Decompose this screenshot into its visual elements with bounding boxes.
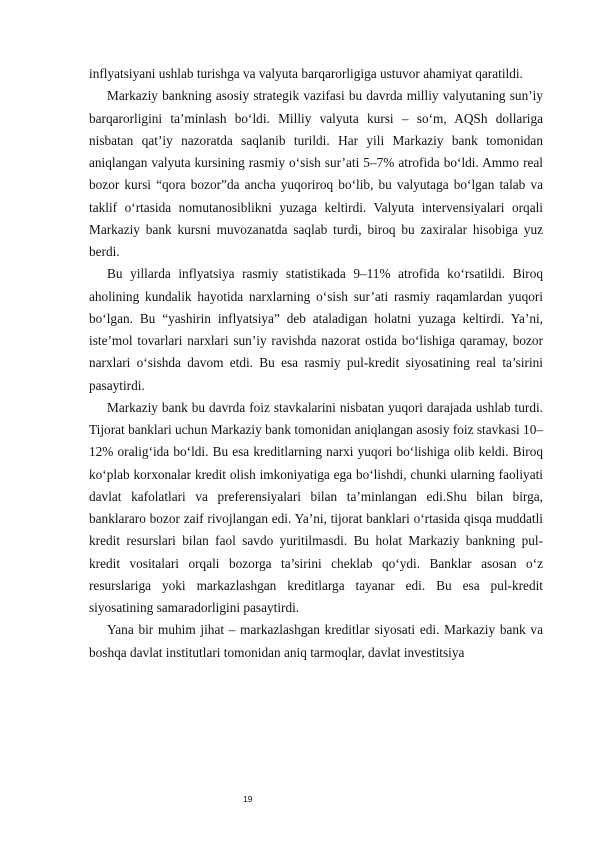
paragraph-central-bank-task: Markaziy bankning asosiy strategik vazifasi bu davrda milliy valyutaning sun’iy barqarorligini ta’minlash bo‘ldi. Milliy valyuta kursi – so‘m, AQSh dollariga nisbatan qat’iy nazoratda saqlanib turildi. Har yili Markaziy bank tomonidan aniqlangan valyuta kursining rasmiy o‘sish sur’ati 5–7% atrofida bo‘ldi. Ammo real bozor kursi “qora bozor”da ancha yuqoriroq bo‘lib, bu valyutaga bo‘lgan talab va taklif o‘rtasida nomutanosiblikni yuzaga keltirdi. Valyuta intervensiyalari orqali Markaziy bank kursni muvozanatda saqlab turdi, biroq bu zaxiralar hisobiga yuz berdi. — [89, 88, 543, 259]
paragraph-centralized-credit: Yana bir muhim jihat – markazlashgan kreditlar siyosati edi. Markaziy bank va boshqa davlat institutlari tomonidan aniq tarmoqlar, davlat investitsiya — [89, 622, 543, 660]
document-page — [89, 63, 543, 664]
paragraph-inflation: Bu yillarda inflyatsiya rasmiy statistikada 9–11% atrofida ko‘rsatildi. Biroq aholining kundalik hayotida narxlarning o‘sish sur’ati rasmiy raqamlardan yuqori bo‘lgan. Bu “yashirin inflyatsiya” deb ataladigan holatni yuzaga keltirdi. Ya’ni, iste’mol tovarlari narxlari sun’iy ravishda nazorat ostida bo‘lishiga qaramay, bozor narxlari o‘sishda davom etdi. Bu esa rasmiy pul-kredit siyosatining real ta’sirini pasaytirdi. — [89, 266, 543, 393]
paragraph-continuation: inflyatsiyani ushlab turishga va valyuta barqarorligiga ustuvor ahamiyat qaratildi. — [89, 66, 523, 81]
page-number: 19 — [243, 794, 253, 804]
paragraph-interest-rates: Markaziy bank bu davrda foiz stavkalarini nisbatan yuqori darajada ushlab turdi. Tijorat banklari uchun Markaziy bank tomonidan aniqlangan asosiy foiz stavkasi 10–12% oralig‘ida bo‘ldi. Bu esa kreditlarning narxi yuqori bo‘lishiga olib keldi. Biroq ko‘plab korxonalar kredit olish imkoniyatiga ega bo‘lishdi, chunki ularning faoliyati davlat kafolatlari va preferensiyalari bilan ta’minlangan edi.Shu bilan birga, banklararo bozor zaif rivojlangan edi. Ya’ni, tijorat banklari o‘rtasida qisqa muddatli kredit resurslari bilan faol savdo yuritilmasdi. Bu holat Markaziy bankning pul-kredit vositalari orqali bozorga ta’sirini cheklab qo‘ydi. Banklar asosan o‘z resurslariga yoki markazlashgan kreditlarga tayanar edi. Bu esa pul-kredit siyosatining samaradorligini pasaytirdi. — [89, 399, 543, 615]
